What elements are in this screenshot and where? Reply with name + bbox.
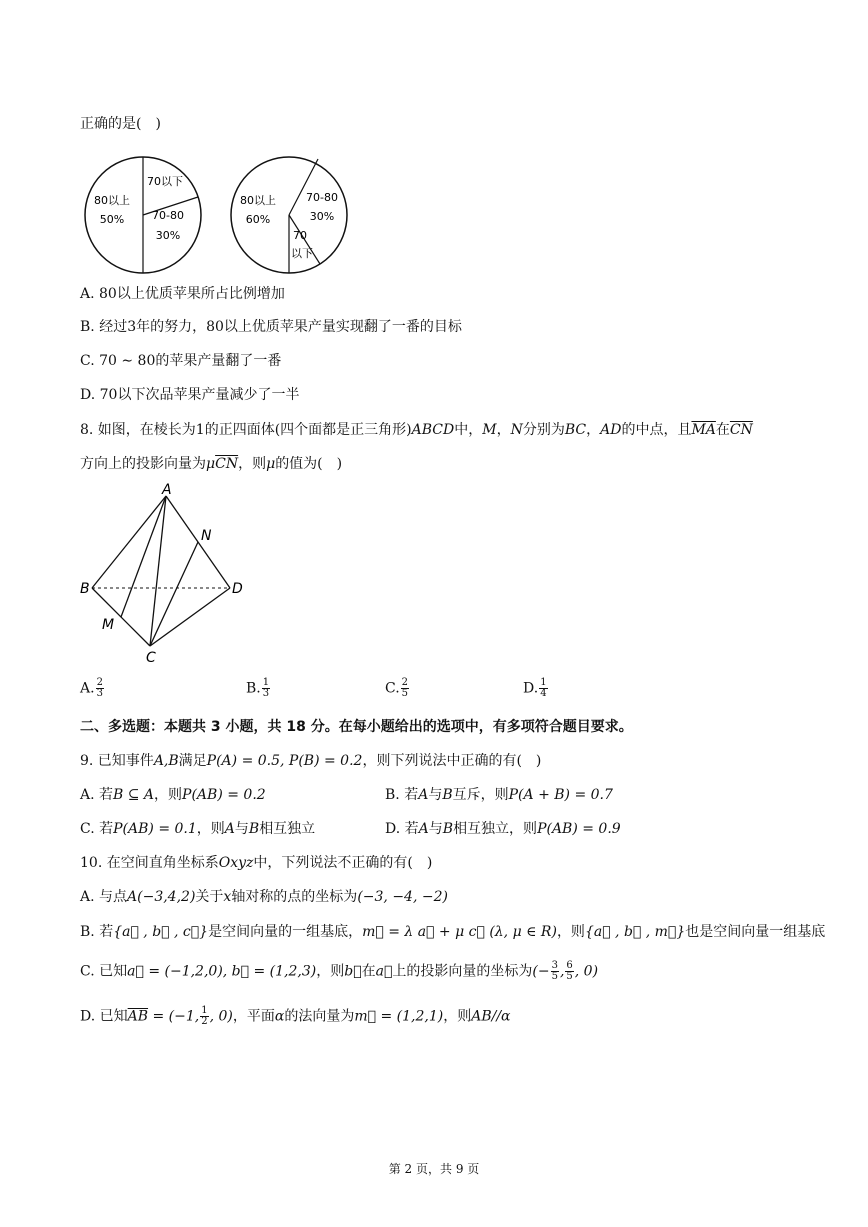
q9-option-c: C. 若P(AB) = 0.1，则A与B相互独立 [80,821,316,837]
pie2-label-70-2: 以下 [291,247,313,260]
q7-stem-tail: 正确的是( ) [80,116,161,132]
pie1-label-80: 80以上 [94,194,130,207]
pie1-value-80: 50% [99,213,125,226]
pie-chart-before [80,149,210,279]
q7-option-b: B. 经过3年的努力，80以上优质苹果产量实现翻了一番的目标 [80,319,462,335]
q10-option-a: A. 与点A(−3,4,2)关于x轴对称的点的坐标为(−3, −4, −2) [80,889,448,905]
label-d: D [232,581,243,597]
pie2-value-7080: 30% [309,210,335,223]
q9-option-a: A. 若B ⊆ A，则P(AB) = 0.2 [80,787,266,803]
q10-option-b: B. 若{a⃗ , b⃗ , c⃗}是空间向量的一组基底，m⃗ = λ a⃗ + μ c⃗ (λ, μ ∈ R)，则{a⃗ , b⃗ , m⃗}也是空间向量一组基底 [80,924,826,940]
page-footer: 第 2 页，共 9 页 [388,1162,480,1176]
q8-option-a: A. $\frac{2}{3}$ [80,677,103,699]
pie1-label-70: 70以下 [147,175,183,188]
tetrahedron-figure [78,480,258,665]
pie2-label-7080: 70-80 [306,191,338,204]
pie2-label-80: 80以上 [240,194,276,207]
section-heading-multi-choice: 二、多选题：本题共 3 小题，共 18 分。在每小题给出的选项中，有多项符合题目要求。 [80,719,633,735]
q10-option-c: C. 已知a⃗ = (−1,2,0), b⃗ = (1,2,3)，则b⃗在a⃗上的投影向量的坐标为(− $\frac{3}{5}$ , $\frac{6}{5}$ , 0) [80,960,599,982]
label-a: A [162,482,172,498]
q8-stem-line1: 8. 如图，在棱长为1的正四面体(四个面都是正三角形)ABCD中，M，N分别为BC，AD的中点，且$\overline{MA}$在$\overline{CN}$ [80,422,753,438]
label-n: N [201,528,212,544]
pie1-label-7080: 70-80 [152,209,184,222]
q8-option-d: D. $\frac{1}{4}$ [523,677,547,699]
pie2-value-80: 60% [245,213,271,226]
label-m: M [102,617,115,633]
q9-stem: 9. 已知事件A,B满足P(A) = 0.5, P(B) = 0.2，则下列说法中正确的有( ) [80,753,542,769]
pie2-label-70: 70 [293,229,307,242]
q7-option-c: C. 70 ∼ 80的苹果产量翻了一番 [80,353,282,369]
q9-option-d: D. 若A与B相互独立，则P(AB) = 0.9 [385,821,621,837]
q10-option-d: D. 已知$\overline{AB} = (-1$, $\frac{1}{2}$ , 0)，平面α的法向量为m⃗ = (1,2,1)，则AB//α [80,1005,511,1027]
q9-option-b: B. 若A与B互斥，则P(A + B) = 0.7 [385,787,613,803]
q8-option-b: B. $\frac{1}{3}$ [246,677,270,699]
q10-stem: 10. 在空间直角坐标系Oxyz中，下列说法不正确的有( ) [80,855,433,871]
label-b: B [80,581,90,597]
q8-stem-line2: 方向上的投影向量为$\mu\overline{CN}$，则μ的值为( ) [80,456,343,472]
q7-option-a: A. 80以上优质苹果所占比例增加 [80,286,285,302]
q8-option-c: C. $\frac{2}{5}$ [385,677,409,699]
pie1-value-7080: 30% [155,229,181,242]
q7-option-d: D. 70以下次品苹果产量减少了一半 [80,387,300,403]
label-c: C [146,650,156,665]
pie-chart-after [226,149,356,279]
